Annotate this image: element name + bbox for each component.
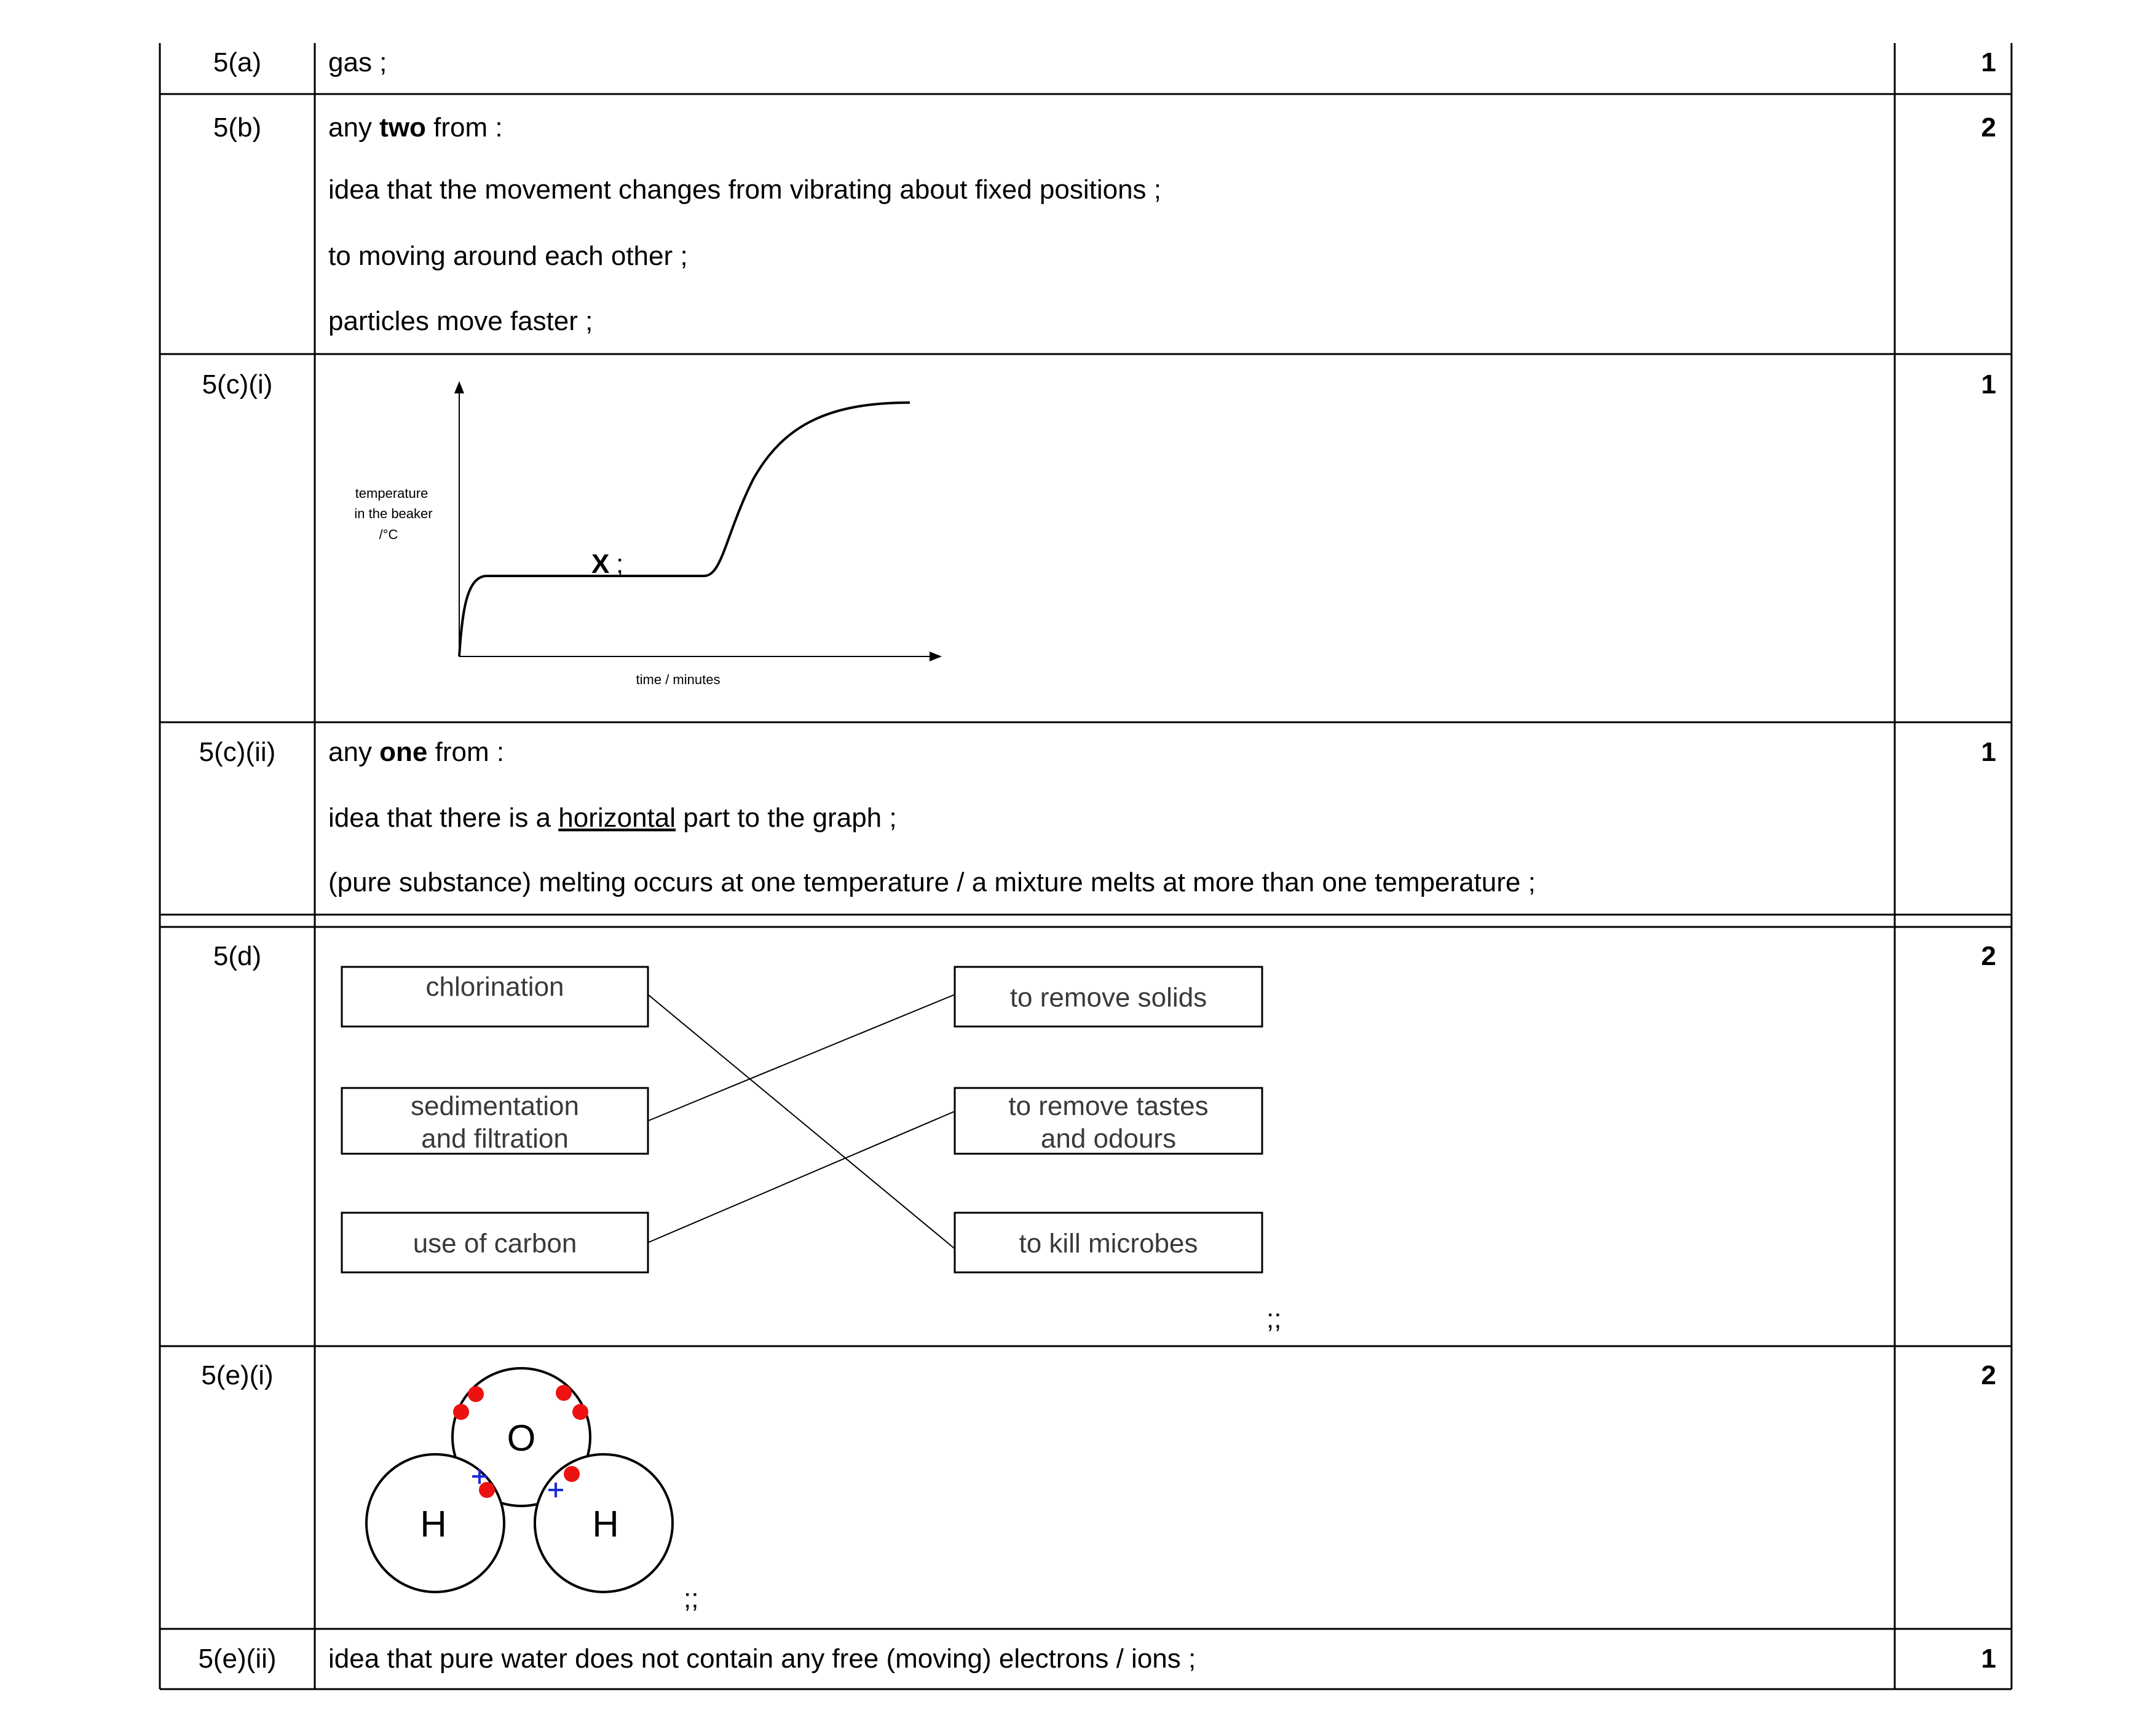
answer-point: to moving around each other ;	[328, 241, 688, 271]
mark-value: 1	[1981, 737, 1996, 767]
mark-value: 1	[1981, 1644, 1996, 1674]
question-id: 5(c)(ii)	[199, 737, 276, 767]
y-axis-label: in the beaker	[354, 506, 433, 521]
question-id: 5(e)(ii)	[198, 1644, 277, 1674]
water-dot-cross-diagram	[366, 1368, 673, 1592]
question-id: 5(d)	[213, 941, 262, 971]
box-label: sedimentation	[411, 1091, 579, 1121]
row-5cii	[199, 737, 1996, 897]
plateau-marker: X	[591, 549, 610, 579]
box-label: chlorination	[425, 972, 564, 1002]
y-axis-arrow	[454, 381, 464, 393]
answer-text: idea that pure water does not contain any free (moving) electrons / ions ;	[328, 1644, 1196, 1674]
match-link-line	[648, 995, 955, 1121]
question-id: 5(a)	[213, 47, 262, 77]
answer-point: idea that there is a horizontal part to the graph ;	[328, 803, 897, 833]
mark-value: 1	[1981, 47, 1996, 77]
mark-value: 1	[1981, 369, 1996, 400]
answer-point: idea that the movement changes from vibrating about fixed positions ;	[328, 175, 1161, 205]
atom-symbol: O	[507, 1417, 536, 1459]
left-box	[342, 1088, 648, 1154]
box-label: to remove tastes	[1008, 1091, 1209, 1121]
matching-diagram	[342, 967, 1262, 1272]
y-axis-label: temperature	[355, 486, 428, 501]
intro-text: any one from :	[328, 737, 505, 767]
row-5b	[213, 112, 1996, 336]
box-label: and filtration	[421, 1124, 569, 1154]
underlined-keyword: horizontal	[558, 803, 676, 833]
right-box	[955, 1213, 1262, 1272]
answer-point: (pure substance) melting occurs at one temperature / a mixture melts at more than one temperature ;	[328, 867, 1536, 897]
right-box	[955, 967, 1262, 1027]
row-5d	[213, 941, 1996, 1334]
mark-value: 2	[1981, 112, 1996, 143]
question-id: 5(c)(i)	[202, 369, 273, 400]
table-grid	[160, 43, 2012, 1689]
match-link-line	[648, 1111, 955, 1243]
question-id: 5(e)(i)	[201, 1360, 274, 1390]
box-label: to remove solids	[1009, 982, 1207, 1013]
x-axis-arrow	[930, 652, 942, 661]
left-box	[342, 967, 648, 1027]
atom-symbol: H	[420, 1503, 447, 1545]
right-box	[955, 1088, 1262, 1154]
heating-curve-graph	[354, 381, 942, 687]
x-axis-label: time / minutes	[636, 672, 721, 687]
mark-value: 2	[1981, 941, 1996, 971]
answer-suffix: ;;	[684, 1583, 699, 1614]
row-5a	[213, 47, 1996, 77]
answer-point: particles move faster ;	[328, 306, 593, 336]
match-link-line	[648, 995, 955, 1249]
left-box	[342, 1213, 648, 1272]
temperature-curve	[459, 403, 910, 656]
atom-symbol: H	[592, 1503, 619, 1545]
intro-text: any two from :	[328, 112, 503, 143]
answer-text: gas ;	[328, 47, 387, 77]
box-label: and odours	[1040, 1124, 1177, 1154]
answer-suffix: ;;	[1266, 1304, 1282, 1334]
marker-suffix: ;	[616, 549, 624, 579]
matching-lines	[648, 995, 955, 1249]
box-label: to kill microbes	[1019, 1228, 1198, 1259]
y-axis-label: /°C	[379, 527, 398, 542]
row-5ei	[201, 1360, 1996, 1614]
row-5eii	[198, 1644, 1996, 1674]
question-id: 5(b)	[213, 112, 262, 143]
row-5ci	[202, 369, 1996, 687]
mark-value: 2	[1981, 1360, 1996, 1390]
box-label: use of carbon	[413, 1228, 577, 1259]
